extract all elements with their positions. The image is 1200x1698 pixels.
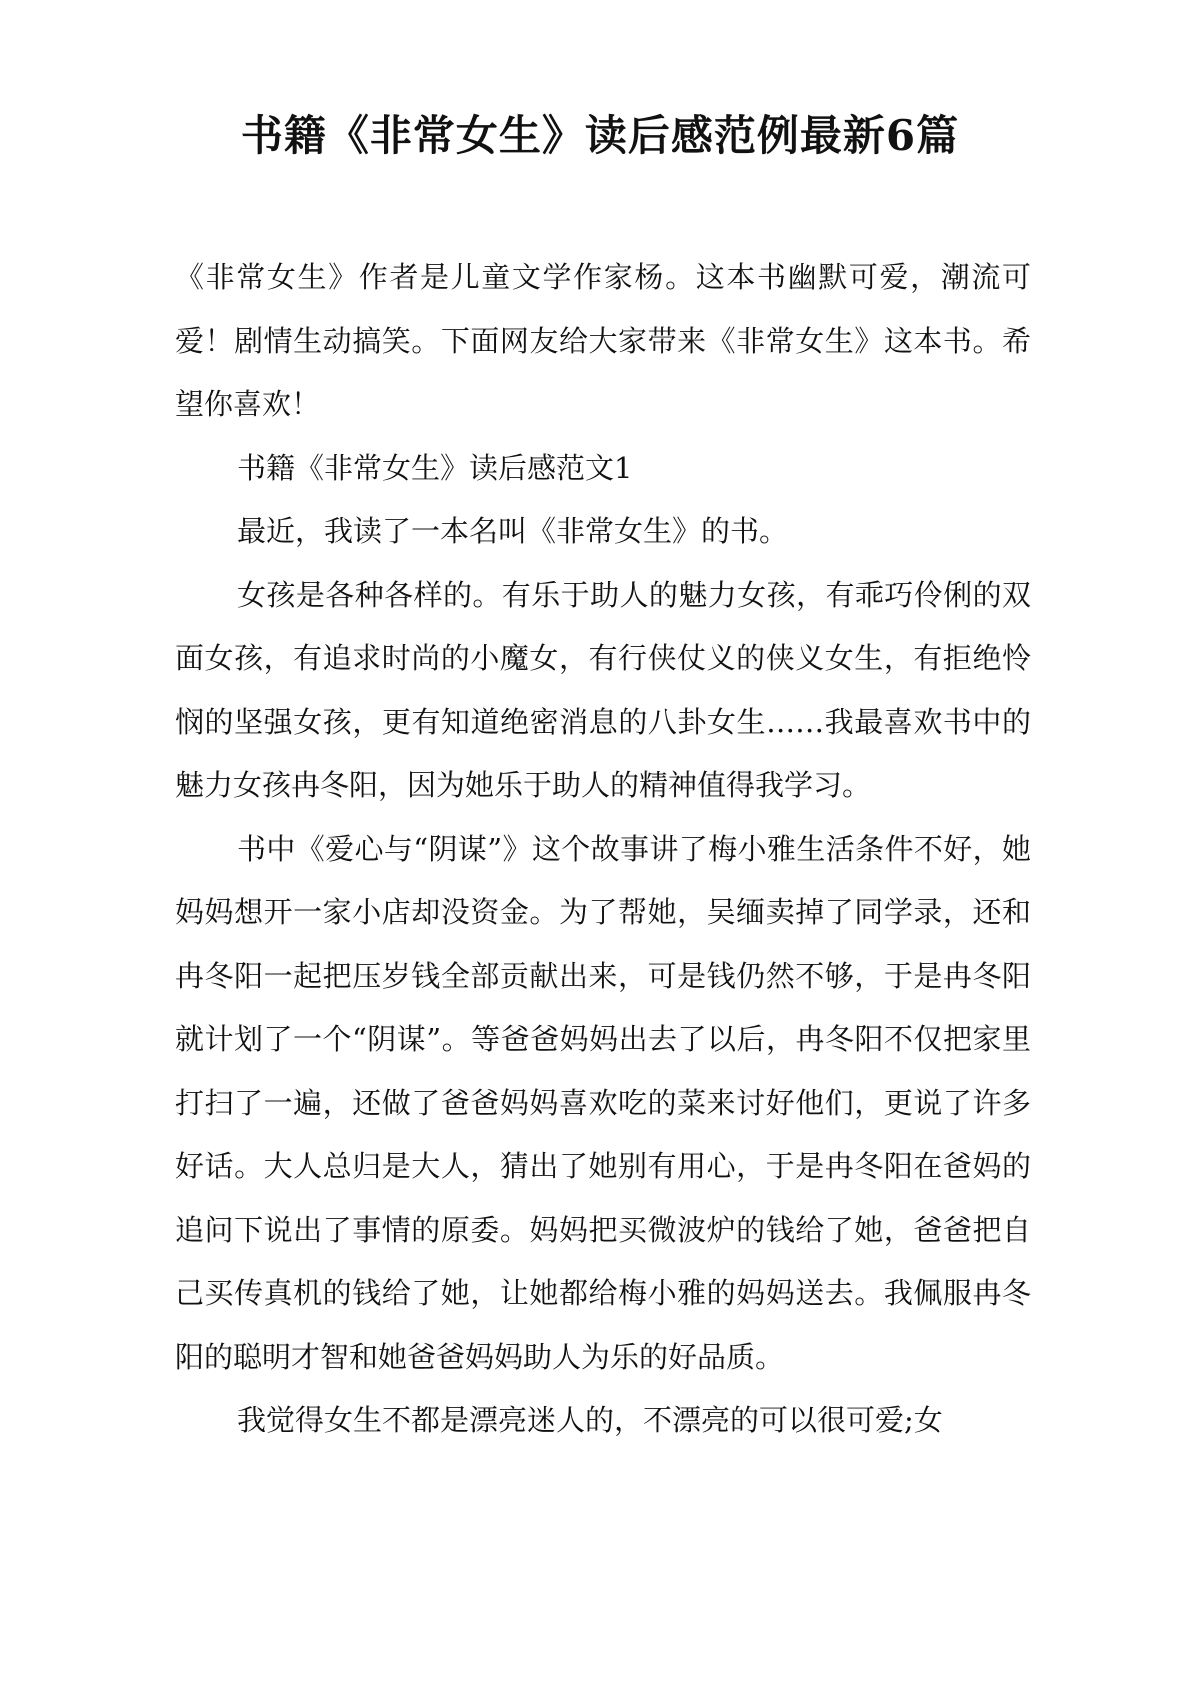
body-paragraph: 最近，我读了一本名叫《非常女生》的书。: [237, 514, 789, 548]
intro-paragraph: 《非常女生》作者是儿童文学作家杨。这本书幽默可爱，潮流可爱！剧情生动搞笑。下面网友给大家带来《非常女生》这本书。希望你喜欢！: [175, 260, 1031, 421]
section-heading: 书籍《非常女生》读后感范文1: [237, 450, 633, 485]
document-body: [175, 246, 1031, 1453]
body-paragraph: 我觉得女生不都是漂亮迷人的，不漂亮的可以很可爱;女: [237, 1403, 943, 1437]
body-paragraph: 书中《爱心与“阴谋”》这个故事讲了梅小雅生活条件不好，她妈妈想开一家小店却没资金。为了帮她，吴缅卖掉了同学录，还和冉冬阳一起把压岁钱全部贡献出来，可是钱仍然不够，于是冉冬阳就计划了一个“阴谋”。等爸爸妈妈出去了以后，冉冬阳不仅把家里打扫了一遍，还做了爸爸妈妈喜欢吃的菜来讨好他们，更说了许多好话。大人总归是大人，猜出了她别有用心，于是冉冬阳在爸妈的追问下说出了事情的原委。妈妈把买微波炉的钱给了她，爸爸把自己买传真机的钱给了她，让她都给梅小雅的妈妈送去。我佩服冉冬阳的聪明才智和她爸爸妈妈助人为乐的好品质。: [175, 831, 1031, 1374]
body-paragraph: 女孩是各种各样的。有乐于助人的魅力女孩，有乖巧伶俐的双面女孩，有追求时尚的小魔女，有行侠仗义的侠义女生，有拒绝怜悯的坚强女孩，更有知道绝密消息的八卦女生……我最喜欢书中的魅力女孩冉冬阳，因为她乐于助人的精神值得我学习。: [175, 577, 1031, 802]
document-title: 书籍《非常女生》读后感范例最新6篇: [240, 111, 960, 160]
